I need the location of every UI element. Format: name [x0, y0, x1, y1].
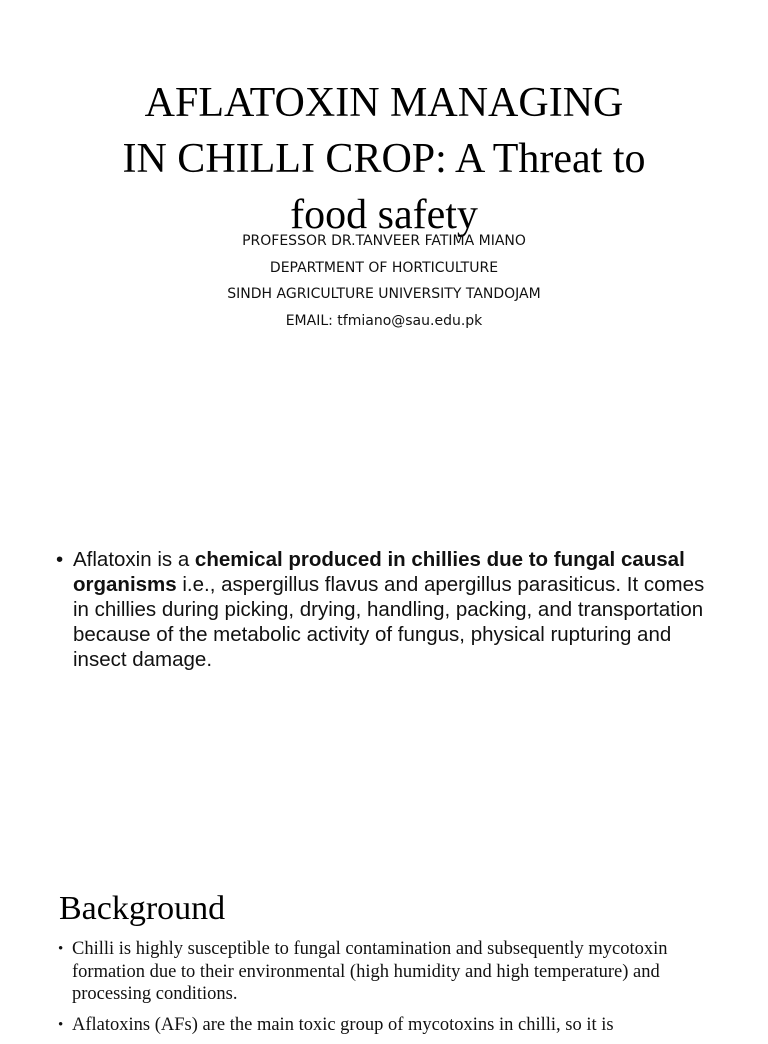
bullet-icon: •	[58, 941, 64, 957]
author-block	[60, 228, 708, 334]
definition-bold-text: chemical produced in chillies due to fungal causal organisms	[73, 548, 685, 596]
definition-list	[56, 547, 720, 672]
title-line: food safety	[290, 191, 478, 238]
definition-rest: i.e., aspergillus flavus and apergillus parasiticus. It comes in chillies during picking, drying, handling, packing, and transportation because of the metabolic activity of fungus, physical rupturing and insect damage.	[73, 573, 705, 671]
presentation-title	[60, 76, 708, 244]
author-name: PROFESSOR DR.TANVEER FATIMA MIANO	[242, 233, 526, 249]
title-line: IN CHILLI CROP: A Threat to	[122, 135, 646, 182]
title-slide	[0, 0, 768, 390]
background-slide	[0, 870, 768, 1035]
author-email: EMAIL: tfmiano@sau.edu.pk	[285, 312, 483, 329]
bullet-icon: •	[58, 1016, 64, 1033]
department-name: DEPARTMENT OF HORTICULTURE	[269, 259, 499, 276]
definition-intro: Aflatoxin is a	[73, 548, 195, 571]
background-list	[58, 938, 718, 1044]
bullet-icon: •	[56, 548, 64, 571]
definition-slide	[0, 390, 768, 870]
list-item	[58, 1014, 718, 1037]
list-item	[56, 547, 720, 672]
background-heading: Background	[59, 890, 226, 927]
university-name: SINDH AGRICULTURE UNIVERSITY TANDOJAM	[227, 286, 541, 302]
list-item	[58, 938, 718, 1006]
background-bullet-text: Chilli is highly susceptible to fungal contamination and subsequently mycotoxin formation due to their environmental (high humidity and high temperature) and processing conditions.	[72, 939, 668, 1004]
title-line: AFLATOXIN MANAGING	[144, 80, 624, 126]
background-bullet-text: Aflatoxins (AFs) are the main toxic group of mycotoxins in chilli, so it is	[72, 1014, 614, 1035]
